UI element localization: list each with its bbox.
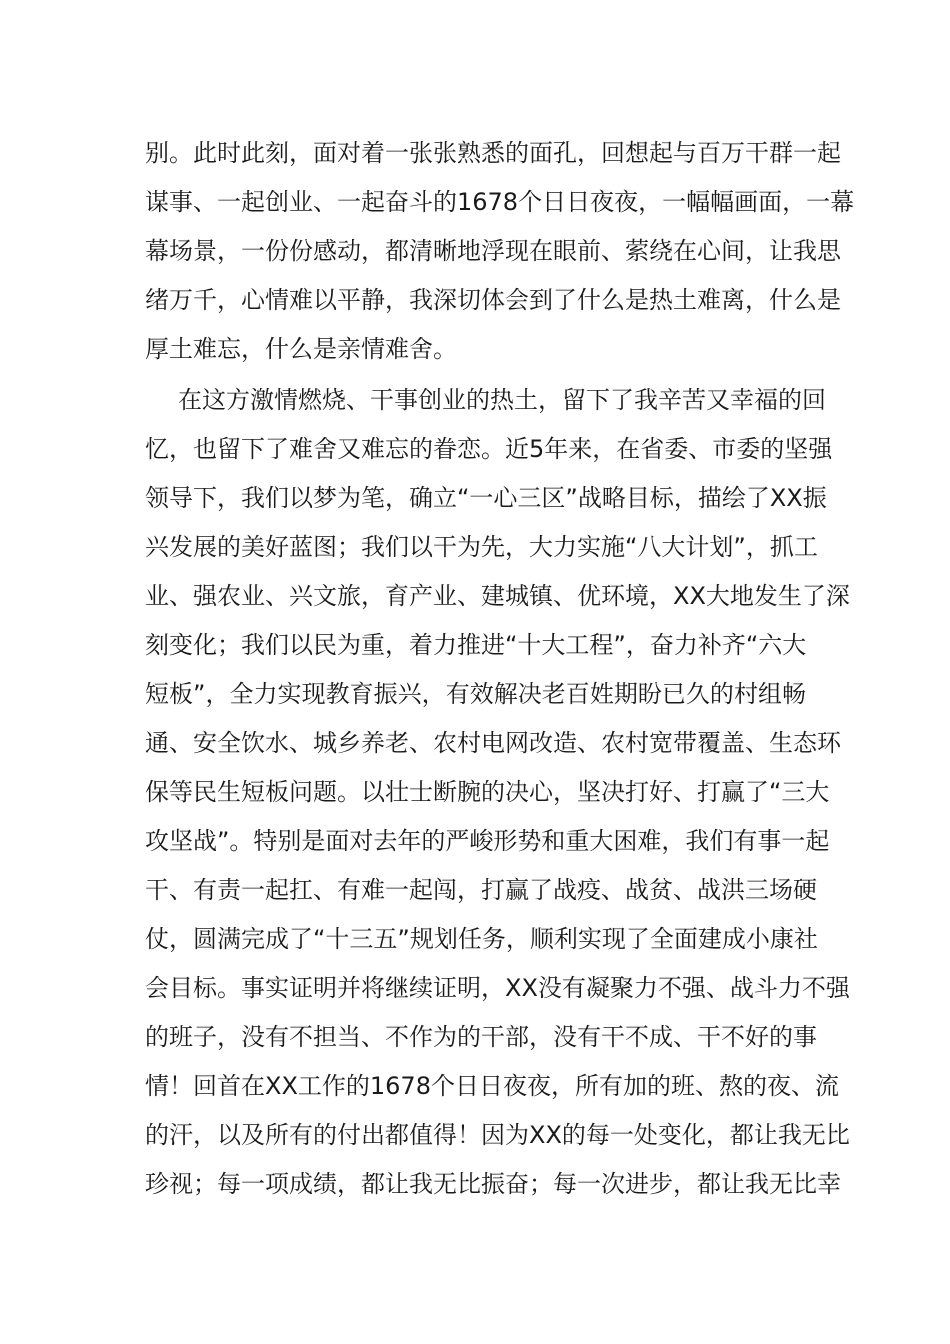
paragraph-2-line-3: 领导下，我们以梦为笔，确立“一心三区”战略目标，描绘了XX振	[145, 484, 827, 512]
paragraph-2-line-6: 刻变化；我们以民为重，着力推进“十大工程”，奋力补齐“六大	[145, 631, 807, 659]
paragraph-2-line-8: 通、安全饮水、城乡养老、农村电网改造、农村宽带覆盖、生态环	[145, 729, 841, 757]
paragraph-2-line-11: 干、有责一起扛、有难一起闯，打赢了战疫、战贫、战洪三场硬	[145, 876, 817, 904]
paragraph-2-line-12: 仗，圆满完成了“十三五”规划任务，顺利实现了全面建成小康社	[145, 925, 818, 953]
paragraph-2-line-7: 短板”，全力实现教育振兴，有效解决老百姓期盼已久的村组畅	[145, 680, 806, 708]
paragraph-1-line-1: 别。此时此刻，面对着一张张熟悉的面孔，回想起与百万干群一起	[145, 139, 841, 167]
paragraph-2-line-14: 的班子，没有不担当、不作为的干部，没有干不成、干不好的事	[145, 1023, 817, 1051]
paragraph-2-line-15: 情！回首在XX工作的1678个日日夜夜，所有加的班、熬的夜、流	[145, 1072, 839, 1100]
paragraph-1-line-4: 绪万千，心情难以平静，我深切体会到了什么是热土难离，什么是	[145, 286, 841, 314]
paragraph-1-line-3: 幕场景，一份份感动，都清晰地浮现在眼前、萦绕在心间，让我思	[145, 237, 841, 265]
paragraph-2-line-5: 业、强农业、兴文旅，育产业、建城镇、优环境，XX大地发生了深	[145, 582, 850, 610]
paragraph-2-line-13: 会目标。事实证明并将继续证明，XX没有凝聚力不强、战斗力不强	[145, 974, 850, 1002]
paragraph-2-line-1: 在这方激情燃烧、干事创业的热土，留下了我辛苦又幸福的回	[178, 386, 826, 414]
paragraph-1-line-5: 厚土难忘，什么是亲情难舍。	[145, 335, 457, 363]
paragraph-2-line-10: 攻坚战”。特别是面对去年的严峻形势和重大困难，我们有事一起	[145, 827, 830, 855]
paragraph-2-line-4: 兴发展的美好蓝图；我们以干为先，大力实施“八大计划”，抓工	[145, 533, 818, 561]
paragraph-2-line-9: 保等民生短板问题。以壮士断腕的决心，坚决打好、打赢了“三大	[145, 778, 830, 806]
paragraph-2-line-2: 忆，也留下了难舍又难忘的眷恋。近5年来，在省委、市委的坚强	[145, 435, 833, 463]
paragraph-2-line-16: 的汗，以及所有的付出都值得！因为XX的每一处变化，都让我无比	[145, 1121, 850, 1149]
paragraph-1-line-2: 谋事、一起创业、一起奋斗的1678个日日夜夜，一幅幅画面，一幕	[145, 188, 855, 216]
paragraph-2-line-17: 珍视；每一项成绩，都让我无比振奋；每一次进步，都让我无比幸	[145, 1170, 841, 1198]
